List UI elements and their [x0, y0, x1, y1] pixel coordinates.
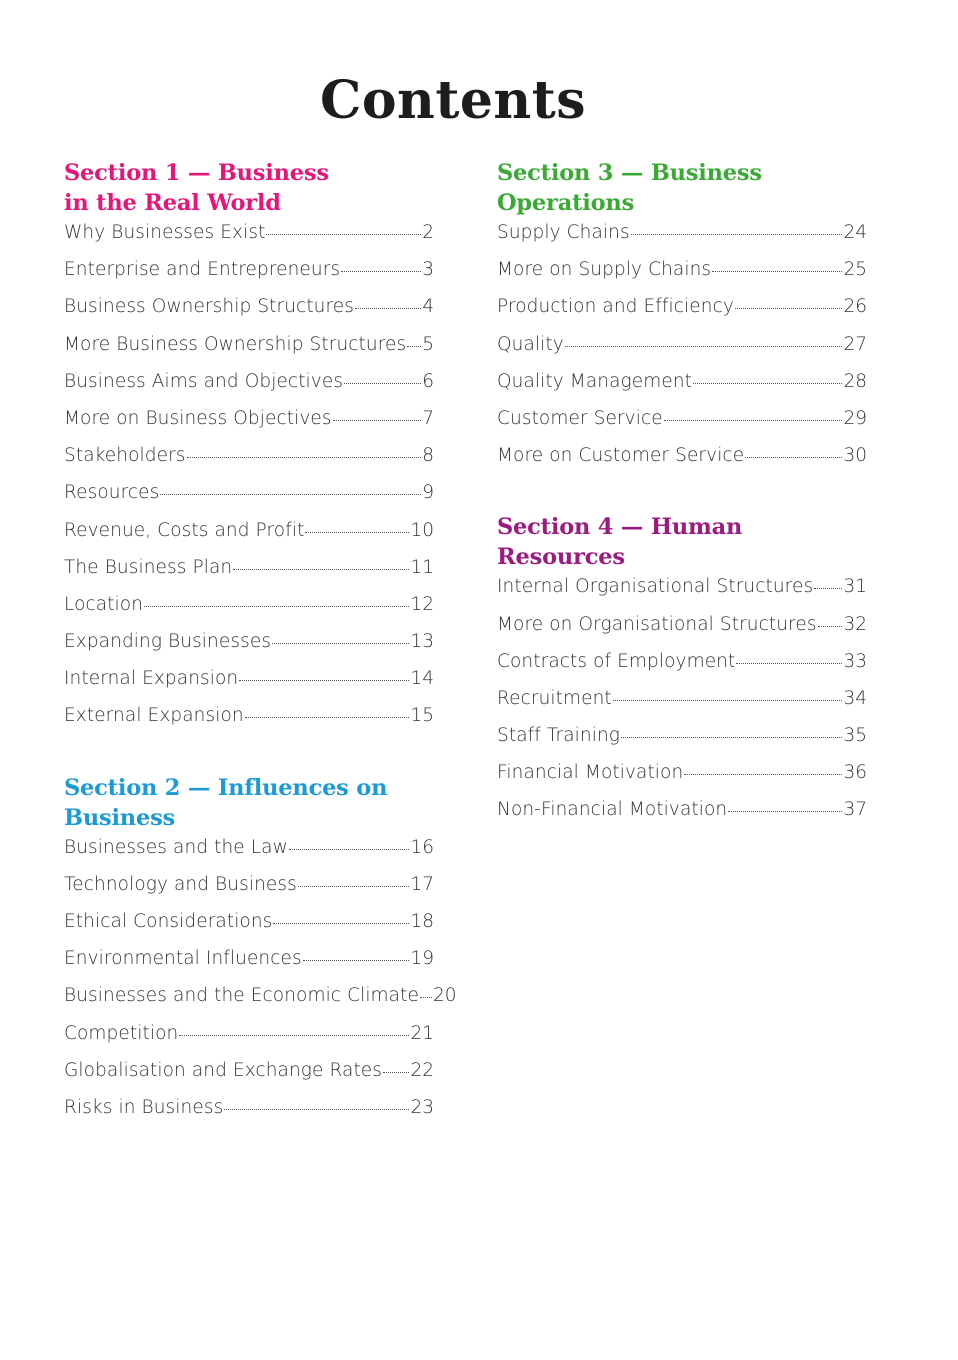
- toc-entry-page-number: 19: [410, 948, 434, 970]
- toc-entry[interactable]: [497, 651, 867, 688]
- toc-entry-title: Ethical Considerations: [64, 911, 273, 932]
- toc-entry-title: The Business Plan: [64, 556, 233, 578]
- section-3: [497, 158, 867, 482]
- toc-entry-page-number: 14: [410, 668, 434, 690]
- dot-leader: [631, 234, 843, 235]
- dot-leader: [565, 346, 843, 347]
- toc-entry-title: Recruitment: [497, 687, 612, 709]
- toc-entry-page-number: 12: [410, 593, 434, 615]
- toc-entry-title: Businesses and the Economic Climate: [64, 985, 419, 1007]
- toc-entry[interactable]: [64, 334, 434, 371]
- dot-leader: [273, 923, 409, 924]
- toc-entry-title: Expanding Businesses: [64, 631, 272, 653]
- toc-entry-page-number: 16: [410, 836, 434, 858]
- toc-entry[interactable]: [64, 594, 434, 631]
- toc-entry[interactable]: [64, 948, 434, 985]
- toc-entry-title: Enterprise and Entrepreneurs: [64, 259, 341, 281]
- toc-entry-title: More Business Ownership Structures: [64, 333, 407, 355]
- toc-entry-title: Internal Expansion: [64, 668, 239, 690]
- dot-leader: [298, 886, 410, 887]
- toc-entry-title: More on Customer Service: [497, 445, 745, 467]
- toc-entry-page-number: 6: [422, 370, 434, 392]
- dot-leader: [344, 383, 421, 384]
- toc-entry-page-number: 18: [410, 911, 434, 932]
- toc-entry-title: Business Ownership Structures: [64, 296, 355, 318]
- section-heading-line2: Operations: [497, 190, 635, 216]
- dot-leader: [355, 308, 421, 309]
- toc-entry-page-number: 17: [410, 873, 434, 895]
- toc-entry[interactable]: [497, 334, 867, 371]
- toc-entry[interactable]: [497, 799, 867, 836]
- toc-entry[interactable]: [497, 445, 867, 482]
- section-4: [497, 512, 867, 836]
- toc-entry-title: Non-Financial Motivation: [497, 799, 728, 821]
- dot-leader: [305, 532, 409, 533]
- toc-entry-title: Location: [64, 593, 144, 615]
- toc-entry-page-number: 31: [843, 576, 867, 598]
- section-heading: [64, 158, 434, 218]
- toc-entry-page-number: 10: [410, 519, 434, 541]
- section-heading: [497, 512, 867, 572]
- toc-entry[interactable]: [497, 762, 867, 799]
- toc-entry-page-number: 23: [410, 1096, 434, 1118]
- contents-column-right: [497, 158, 867, 867]
- toc-entry-page-number: 36: [843, 762, 867, 784]
- section-1: [64, 158, 434, 743]
- toc-entry-title: More on Business Objectives: [64, 407, 332, 429]
- toc-entry[interactable]: [64, 668, 434, 705]
- toc-entry[interactable]: [64, 1060, 434, 1097]
- toc-entry[interactable]: [64, 222, 434, 259]
- toc-entry-title: Businesses and the Law: [64, 836, 288, 858]
- toc-entry-page-number: 9: [422, 482, 434, 504]
- toc-entry[interactable]: [497, 408, 867, 445]
- dot-leader: [613, 700, 843, 701]
- section-heading-line2: Business: [64, 804, 175, 831]
- toc-entry-title: Contracts of Employment: [497, 650, 736, 672]
- toc-entry-page-number: 20: [432, 985, 457, 1007]
- dot-leader: [814, 588, 842, 589]
- toc-entry[interactable]: [497, 371, 867, 408]
- dot-leader: [818, 626, 843, 627]
- toc-entry-page-number: 25: [843, 259, 867, 281]
- toc-entry-page-number: 28: [843, 370, 867, 392]
- toc-entry-page-number: 30: [843, 445, 867, 467]
- toc-entry-title: Globalisation and Exchange Rates: [64, 1059, 383, 1081]
- toc-entry[interactable]: [64, 520, 434, 557]
- toc-entry-page-number: 21: [410, 1022, 434, 1044]
- toc-entry-title: Quality: [497, 333, 564, 355]
- toc-entry[interactable]: [497, 725, 867, 762]
- section-heading-line1: Section 3 — Business: [497, 160, 762, 186]
- dot-leader: [245, 717, 410, 718]
- toc-entry-title: Stakeholders: [64, 445, 186, 467]
- dot-leader: [712, 271, 842, 272]
- toc-entry[interactable]: [497, 688, 867, 725]
- dot-leader: [239, 680, 409, 681]
- toc-entry-title: Technology and Business: [64, 873, 297, 895]
- section-heading: [497, 158, 867, 218]
- dot-leader: [664, 420, 843, 421]
- toc-entry[interactable]: [64, 1097, 434, 1134]
- toc-entry[interactable]: [64, 408, 434, 445]
- toc-entry-page-number: 33: [843, 650, 867, 672]
- toc-entry[interactable]: [64, 1023, 434, 1060]
- toc-entry-title: Financial Motivation: [497, 762, 684, 784]
- dot-leader: [272, 643, 409, 644]
- section-heading-line1: Section 1 — Business: [64, 160, 329, 186]
- toc-entry-title: Resources: [64, 482, 160, 504]
- dot-leader: [383, 1072, 409, 1073]
- toc-entry-page-number: 4: [422, 296, 434, 318]
- toc-entry-page-number: 15: [410, 705, 434, 727]
- toc-entry-page-number: 29: [843, 407, 867, 429]
- toc-entry-page-number: 7: [422, 407, 434, 429]
- dot-leader: [303, 960, 410, 961]
- section-heading: [64, 773, 434, 833]
- toc-entry[interactable]: [64, 482, 434, 519]
- dot-leader: [289, 849, 410, 850]
- page-title: Contents: [319, 70, 587, 131]
- toc-entry-page-number: 26: [843, 296, 867, 318]
- toc-entry-title: Staff Training: [497, 725, 620, 747]
- toc-entry[interactable]: [497, 614, 867, 651]
- toc-entry-page-number: 27: [843, 333, 867, 355]
- toc-entry-page-number: 11: [410, 556, 434, 578]
- toc-entry-title: Production and Efficiency: [497, 296, 734, 318]
- toc-entry[interactable]: [64, 705, 434, 742]
- section-2: [64, 773, 457, 1135]
- dot-leader: [693, 383, 842, 384]
- toc-entry[interactable]: [64, 557, 434, 594]
- dot-leader: [735, 308, 843, 309]
- toc-entry[interactable]: [64, 837, 434, 874]
- toc-entry-page-number: 24: [843, 222, 867, 243]
- toc-entry[interactable]: [497, 296, 867, 333]
- toc-entry-title: More on Supply Chains: [497, 259, 712, 281]
- dot-leader: [736, 663, 842, 664]
- toc-entry[interactable]: [497, 222, 867, 259]
- toc-entry-page-number: 22: [410, 1059, 434, 1081]
- toc-entry-title: Revenue, Costs and Profit: [64, 519, 305, 541]
- toc-entry[interactable]: [64, 985, 457, 1022]
- toc-entry[interactable]: [64, 631, 434, 668]
- dot-leader: [333, 420, 422, 421]
- dot-leader: [266, 234, 421, 235]
- dot-leader: [407, 346, 421, 347]
- toc-entry-title: Internal Organisational Structures: [497, 576, 814, 598]
- toc-entry-page-number: 2: [422, 222, 434, 243]
- toc-entry-page-number: 13: [410, 631, 434, 653]
- dot-leader: [728, 811, 842, 812]
- toc-entry-page-number: 3: [422, 259, 434, 281]
- toc-entry-title: Supply Chains: [497, 222, 630, 243]
- toc-entry-page-number: 34: [843, 687, 867, 709]
- toc-entry-title: Why Businesses Exist: [64, 222, 266, 243]
- toc-entry[interactable]: [64, 874, 434, 911]
- dot-leader: [233, 569, 409, 570]
- toc-entry[interactable]: [64, 445, 434, 482]
- toc-entry-title: Competition: [64, 1022, 179, 1044]
- toc-entry-page-number: 8: [422, 445, 434, 467]
- dot-leader: [187, 457, 422, 458]
- toc-entry-title: Customer Service: [497, 407, 663, 429]
- dot-leader: [144, 606, 409, 607]
- toc-entry[interactable]: [64, 259, 434, 296]
- dot-leader: [420, 997, 432, 998]
- toc-entry-title: Quality Management: [497, 370, 693, 392]
- section-heading-line2: Resources: [497, 544, 625, 571]
- dot-leader: [179, 1035, 409, 1036]
- toc-entry-page-number: 35: [843, 725, 867, 747]
- toc-entry[interactable]: [497, 259, 867, 296]
- toc-entry-page-number: 32: [843, 613, 867, 635]
- dot-leader: [160, 494, 421, 495]
- toc-entry-title: External Expansion: [64, 705, 244, 727]
- toc-entry-title: Risks in Business: [64, 1096, 224, 1118]
- section-heading-line1: Section 4 — Human: [497, 514, 743, 541]
- toc-entry-page-number: 5: [422, 333, 434, 355]
- dot-leader: [621, 737, 842, 738]
- section-heading-line1: Section 2 — Influences on: [64, 774, 388, 801]
- toc-entry[interactable]: [64, 371, 434, 408]
- dot-leader: [224, 1109, 409, 1110]
- toc-entry-page-number: 37: [843, 799, 867, 821]
- dot-leader: [341, 271, 421, 272]
- dot-leader: [684, 774, 842, 775]
- toc-entry-title: Business Aims and Objectives: [64, 370, 344, 392]
- toc-entry-title: Environmental Influences: [64, 948, 302, 970]
- section-heading-line2: in the Real World: [64, 190, 281, 216]
- contents-column-left: [64, 158, 457, 1164]
- toc-entry-title: More on Organisational Structures: [497, 613, 817, 635]
- toc-entry[interactable]: [64, 911, 434, 948]
- toc-entry[interactable]: [497, 576, 867, 613]
- dot-leader: [745, 457, 842, 458]
- toc-entry[interactable]: [64, 296, 434, 333]
